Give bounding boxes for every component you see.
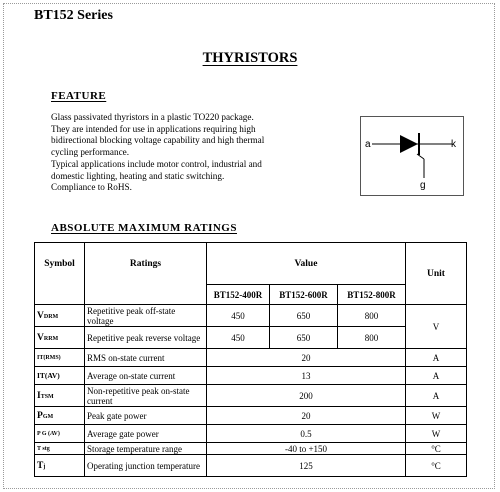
symbol-cell: IT(AV) bbox=[35, 367, 85, 385]
main-title-container bbox=[0, 50, 500, 67]
unit-cell: V bbox=[406, 305, 467, 349]
symbol-cell: Tj bbox=[35, 455, 85, 477]
rating-cell: Repetitive peak reverse voltage bbox=[85, 327, 207, 349]
value-cell: 125 bbox=[207, 455, 406, 477]
feature-line: Glass passivated thyristors in a plastic TO220 package. bbox=[51, 112, 254, 122]
table-row bbox=[35, 425, 467, 443]
value-cell: 0.5 bbox=[207, 425, 406, 443]
value-cell: 450 bbox=[207, 327, 270, 349]
table-row bbox=[35, 367, 467, 385]
value-cell: 20 bbox=[207, 407, 406, 425]
symbol-cell: ITSM bbox=[35, 385, 85, 407]
rating-cell: Non-repetitive peak on-state current bbox=[85, 385, 207, 407]
rating-cell: Average gate power bbox=[85, 425, 207, 443]
symbol-cell: VRRM bbox=[35, 327, 85, 349]
unit-cell: °C bbox=[406, 443, 467, 455]
rating-cell: Repetitive peak off-state voltage bbox=[85, 305, 207, 327]
unit-cell: W bbox=[406, 425, 467, 443]
variant-header: BT152-800R bbox=[338, 285, 406, 305]
variant-header: BT152-400R bbox=[207, 285, 270, 305]
symbol-cell: VDRM bbox=[35, 305, 85, 327]
rating-cell: RMS on-state current bbox=[85, 349, 207, 367]
value-header: Value bbox=[207, 243, 406, 285]
value-cell: 800 bbox=[338, 327, 406, 349]
value-cell: 13 bbox=[207, 367, 406, 385]
table-row bbox=[35, 349, 467, 367]
unit-cell: A bbox=[406, 349, 467, 367]
table-row bbox=[35, 385, 467, 407]
unit-header: Unit bbox=[406, 243, 467, 305]
feature-text bbox=[51, 112, 341, 194]
value-cell: 650 bbox=[270, 327, 338, 349]
table-row bbox=[35, 443, 467, 455]
unit-cell: W bbox=[406, 407, 467, 425]
unit-cell: A bbox=[406, 385, 467, 407]
value-cell: 450 bbox=[207, 305, 270, 327]
ratings-heading: ABSOLUTE MAXIMUM RATINGS bbox=[51, 222, 237, 234]
feature-line: Typical applications include motor control, industrial and bbox=[51, 158, 262, 169]
page-title: THYRISTORS bbox=[202, 50, 298, 66]
value-cell: -40 to +150 bbox=[207, 443, 406, 455]
symbol-cell: P G (AV) bbox=[35, 425, 85, 443]
feature-heading: FEATURE bbox=[51, 90, 107, 102]
feature-line: They are intended for use in applications requiring high bbox=[51, 123, 256, 134]
feature-line: Compliance to RoHS. bbox=[51, 182, 132, 193]
feature-line: bidirectional blocking voltage capability and high thermal bbox=[51, 135, 265, 146]
table-row bbox=[35, 455, 467, 477]
feature-line: domestic lighting, heating and static switching. bbox=[51, 170, 225, 181]
thyristor-symbol-icon bbox=[360, 116, 464, 196]
unit-cell: A bbox=[406, 367, 467, 385]
rating-cell: Peak gate power bbox=[85, 407, 207, 425]
unit-cell: °C bbox=[406, 455, 467, 477]
symbol-cell: T stg bbox=[35, 443, 85, 455]
table-row bbox=[35, 305, 467, 327]
variant-header: BT152-600R bbox=[270, 285, 338, 305]
table-header-row bbox=[35, 243, 467, 285]
rating-cell: Operating junction temperature bbox=[85, 455, 207, 477]
ratings-header: Ratings bbox=[85, 243, 207, 305]
value-cell: 800 bbox=[338, 305, 406, 327]
value-cell: 20 bbox=[207, 349, 406, 367]
table-row bbox=[35, 407, 467, 425]
symbol-header: Symbol bbox=[35, 243, 85, 305]
gate-label: g bbox=[420, 180, 426, 191]
ratings-table bbox=[34, 242, 467, 477]
value-cell: 650 bbox=[270, 305, 338, 327]
symbol-cell: IT(RMS) bbox=[35, 349, 85, 367]
symbol-cell: PGM bbox=[35, 407, 85, 425]
value-cell: 200 bbox=[207, 385, 406, 407]
cathode-label: k bbox=[451, 139, 456, 150]
anode-label: a bbox=[365, 139, 371, 150]
rating-cell: Storage temperature range bbox=[85, 443, 207, 455]
series-title: BT152 Series bbox=[34, 8, 113, 23]
feature-line: cycling performance. bbox=[51, 147, 130, 158]
rating-cell: Average on-state current bbox=[85, 367, 207, 385]
table-row bbox=[35, 327, 467, 349]
